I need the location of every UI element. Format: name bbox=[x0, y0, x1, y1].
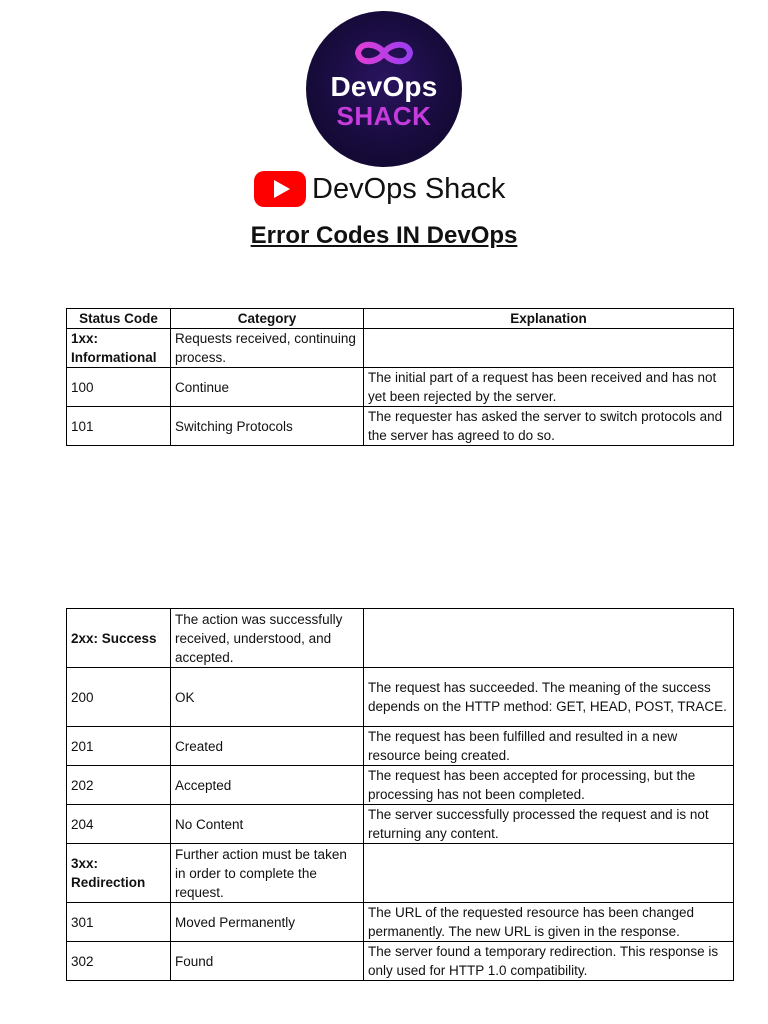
table-row bbox=[67, 329, 734, 368]
header-category: Category bbox=[171, 309, 364, 329]
status-code-cell: 3xx: Redirection bbox=[67, 844, 171, 903]
explanation-cell bbox=[364, 844, 734, 903]
header-status-code: Status Code bbox=[67, 309, 171, 329]
category-cell: Accepted bbox=[171, 766, 364, 805]
table-row bbox=[67, 766, 734, 805]
category-cell: Found bbox=[171, 942, 364, 981]
status-code-cell: 302 bbox=[67, 942, 171, 981]
category-cell: The action was successfully received, understood, and accepted. bbox=[171, 609, 364, 668]
category-cell: Further action must be taken in order to complete the request. bbox=[171, 844, 364, 903]
status-code-cell: 101 bbox=[67, 407, 171, 446]
status-code-cell: 301 bbox=[67, 903, 171, 942]
explanation-cell bbox=[364, 609, 734, 668]
page-title: Error Codes IN DevOps bbox=[250, 222, 518, 249]
channel-name: DevOps Shack bbox=[312, 172, 506, 205]
table-row bbox=[67, 368, 734, 407]
category-cell: No Content bbox=[171, 805, 364, 844]
status-code-table-2xx-3xx bbox=[66, 608, 734, 981]
table-row bbox=[67, 727, 734, 766]
infinity-icon bbox=[348, 37, 420, 69]
category-cell: Continue bbox=[171, 368, 364, 407]
table-row bbox=[67, 805, 734, 844]
explanation-cell: The URL of the requested resource has been changed permanently. The new URL is given in the response. bbox=[364, 903, 734, 942]
explanation-cell: The requester has asked the server to switch protocols and the server has agreed to do so. bbox=[364, 407, 734, 446]
explanation-cell: The request has been fulfilled and resulted in a new resource being created. bbox=[364, 727, 734, 766]
status-code-table-1xx bbox=[66, 308, 734, 446]
header-explanation: Explanation bbox=[364, 309, 734, 329]
explanation-cell: The server successfully processed the request and is not returning any content. bbox=[364, 805, 734, 844]
category-cell: Switching Protocols bbox=[171, 407, 364, 446]
category-cell: Created bbox=[171, 727, 364, 766]
status-code-cell: 201 bbox=[67, 727, 171, 766]
category-cell: OK bbox=[171, 668, 364, 727]
devops-shack-logo bbox=[306, 11, 462, 167]
category-cell: Requests received, continuing process. bbox=[171, 329, 364, 368]
table-row bbox=[67, 903, 734, 942]
table-row bbox=[67, 407, 734, 446]
channel-header bbox=[254, 168, 505, 210]
status-code-cell: 2xx: Success bbox=[67, 609, 171, 668]
table-header-row bbox=[67, 309, 734, 329]
explanation-cell: The initial part of a request has been received and has not yet been rejected by the server. bbox=[364, 368, 734, 407]
youtube-icon bbox=[254, 171, 306, 207]
table-row bbox=[67, 844, 734, 903]
table-row bbox=[67, 668, 734, 727]
status-code-cell: 204 bbox=[67, 805, 171, 844]
table-row bbox=[67, 609, 734, 668]
status-code-cell: 202 bbox=[67, 766, 171, 805]
table-row bbox=[67, 942, 734, 981]
status-code-cell: 200 bbox=[67, 668, 171, 727]
category-cell: Moved Permanently bbox=[171, 903, 364, 942]
status-code-cell: 100 bbox=[67, 368, 171, 407]
explanation-cell: The request has succeeded. The meaning of the success depends on the HTTP method: GET, HEAD, POST, TRACE. bbox=[364, 668, 734, 727]
explanation-cell bbox=[364, 329, 734, 368]
status-code-cell: 1xx: Informational bbox=[67, 329, 171, 368]
explanation-cell: The request has been accepted for processing, but the processing has not been completed. bbox=[364, 766, 734, 805]
explanation-cell: The server found a temporary redirection. This response is only used for HTTP 1.0 compatibility. bbox=[364, 942, 734, 981]
logo-text-devops: DevOps bbox=[330, 71, 438, 102]
logo-text-shack: SHACK bbox=[336, 101, 432, 131]
